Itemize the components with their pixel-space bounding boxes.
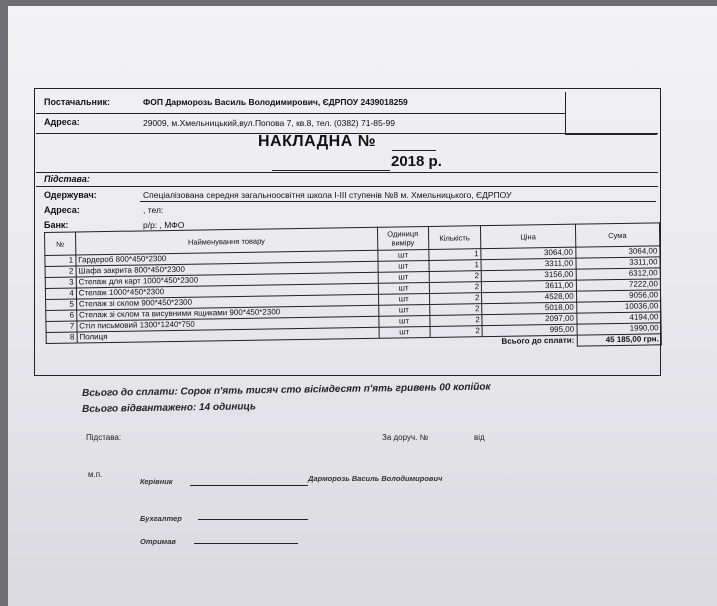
power-of-attorney-label: За доруч. № (382, 433, 429, 442)
col-name: Найменування товару (75, 227, 377, 255)
accountant-signature-line (198, 519, 308, 520)
cell-sum: 10036,00 (576, 301, 661, 313)
stamp-label: м.п. (88, 470, 103, 479)
divider (36, 172, 658, 173)
cell-unit: шт (378, 271, 429, 283)
cell-qty: 2 (429, 271, 482, 283)
cell-qty: 2 (429, 293, 482, 305)
cell-name: Полиця (77, 327, 379, 343)
manager-label: Керівник (140, 477, 173, 486)
cell-price: 3064,00 (481, 247, 575, 259)
supplier-label: Постачальник: (44, 97, 110, 107)
cell-qty: 2 (429, 282, 482, 294)
cell-unit: шт (378, 260, 429, 272)
header-right-box (565, 92, 657, 135)
cell-sum: 9056,00 (576, 290, 661, 302)
recipient-address: , тел: (143, 205, 164, 215)
cell-name: Стелаж для карт 1000*450*2300 (76, 272, 378, 288)
address-label: Адреса: (44, 117, 80, 127)
cell-name: Стелаж зі склом та висувними ящиками 900*450*2300 (76, 305, 378, 321)
released-label: Отримав (140, 537, 176, 546)
cell-sum: 1990,00 (577, 323, 662, 335)
cell-qty: 1 (428, 249, 481, 261)
cell-qty: 2 (429, 304, 482, 316)
total-value: 45 185,00 грн. (577, 334, 662, 346)
cell-unit: шт (378, 304, 429, 316)
divider (36, 113, 566, 114)
cell-price: 5018,00 (482, 302, 576, 314)
cell-unit: шт (378, 282, 429, 294)
total-label: Всього до сплати: (501, 335, 575, 347)
col-sum: Сума (575, 223, 660, 247)
cell-price: 2097,00 (482, 313, 576, 325)
col-price: Ціна (481, 224, 576, 248)
cell-price: 4528,00 (482, 291, 576, 303)
cell-name: Шафа закрита 800*450*2300 (76, 261, 378, 277)
accountant-label: Бухгалтер (140, 514, 182, 523)
date-blank (272, 170, 390, 171)
cell-name: Стелаж зі склом 900*450*2300 (76, 294, 378, 310)
cell-sum: 7222,00 (576, 279, 661, 291)
cell-qty: 2 (429, 315, 482, 327)
cell-name: Гардероб 800*450*2300 (76, 250, 378, 266)
cell-no: 6 (46, 310, 77, 321)
recipient-address-label: Адреса: (44, 205, 80, 215)
supplier-address: 29009, м.Хмельницький,вул.Попова 7, кв.8, тел. (0382) 71-85-99 (143, 118, 395, 128)
invoice-year: 2018 р. (391, 153, 442, 170)
cell-qty: 1 (429, 260, 482, 272)
recipient-value: Спеціалізована середня загальноосвітня школа І-ІІІ ступенів №8 м. Хмельницького, ЄДРПОУ (143, 190, 512, 200)
cell-price: 995,00 (482, 324, 576, 336)
cell-sum: 6312,00 (576, 268, 661, 280)
cell-unit: шт (379, 315, 430, 327)
cell-no: 1 (45, 255, 76, 266)
cell-sum: 3311,00 (576, 257, 661, 269)
cell-no: 2 (45, 266, 76, 277)
released-signature-line (194, 543, 298, 544)
cell-sum: 4194,00 (576, 312, 661, 324)
manager-signature-line (190, 485, 308, 486)
cell-no: 5 (46, 299, 77, 310)
cell-no: 3 (45, 277, 76, 288)
cell-price: 3156,00 (481, 269, 575, 281)
col-qty: Кількість (428, 226, 481, 250)
shipped-count: Всього відвантажено: 14 одиниць (82, 401, 256, 415)
basis-label: Підстава: (44, 174, 90, 184)
divider (140, 201, 656, 202)
total-in-words: Всього до сплати: Сорок п'ять тисяч сто вісімдесят п'ять гривень 00 копійок (82, 381, 491, 399)
cell-unit: шт (378, 293, 429, 305)
cell-price: 3311,00 (481, 258, 575, 270)
cell-name: Стелаж 1000*450*2300 (76, 283, 378, 299)
col-unit: Одиниця виміру (377, 226, 428, 250)
cell-no: 4 (45, 288, 76, 299)
invoice-title: НАКЛАДНА № (258, 133, 377, 150)
number-blank (392, 150, 436, 151)
bank-value: р/р: , МФО (143, 220, 185, 230)
manager-name: Дарморозь Василь Володимирович (308, 474, 443, 483)
recipient-label: Одержувач: (44, 190, 97, 200)
bank-label: Банк: (44, 220, 69, 230)
cell-sum: 3064,00 (575, 246, 660, 258)
goods-table (44, 222, 662, 355)
col-no: № (45, 232, 76, 255)
cell-unit: шт (378, 249, 429, 261)
supplier-value: ФОП Дарморозь Василь Володимирович, ЄДРПОУ 2439018259 (143, 97, 408, 107)
cell-no: 8 (46, 332, 77, 343)
divider (36, 186, 658, 187)
footer-basis-label: Підстава: (86, 433, 122, 442)
cell-no: 7 (46, 321, 77, 332)
cell-name: Стіл письмовий 1300*1240*750 (77, 316, 379, 332)
cell-qty: 2 (430, 326, 483, 338)
cell-price: 3611,00 (482, 280, 576, 292)
from-label: від (474, 433, 485, 442)
cell-unit: шт (379, 326, 430, 338)
